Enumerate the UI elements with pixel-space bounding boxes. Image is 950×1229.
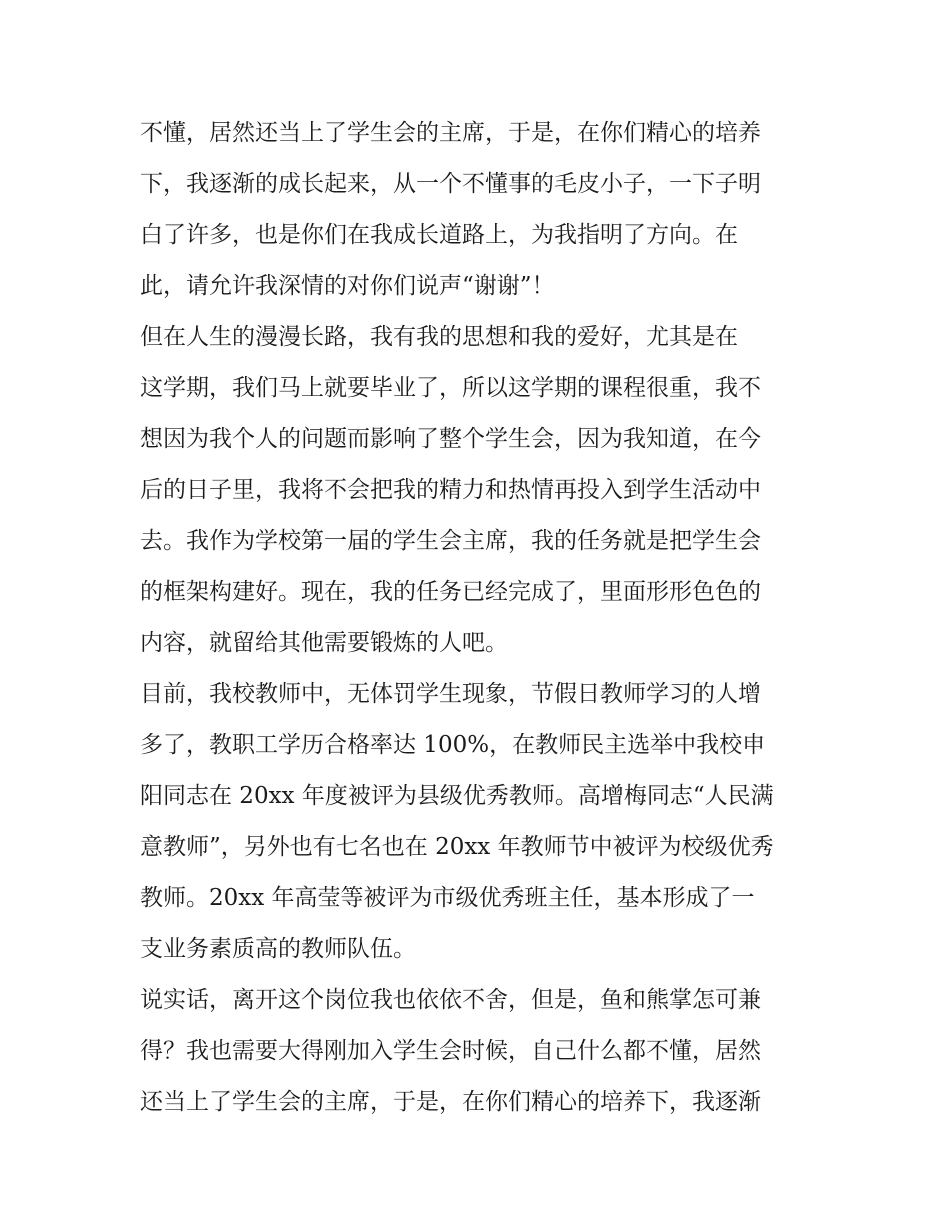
text-line: 意教师”，另外也有七名也在 20xx 年教师节中被评为校级优秀	[140, 834, 774, 860]
text-line: 多了，教职工学历合格率达 100%，在教师民主选举中我校申	[140, 732, 766, 758]
text-line: 想因为我个人的问题而影响了整个学生会，因为我知道，在今	[140, 426, 761, 452]
text-line: 支业务素质高的教师队伍。	[140, 936, 416, 962]
text-line: 说实话，离开这个岗位我也依依不舍，但是，鱼和熊掌怎可兼	[140, 987, 761, 1013]
text-line: 不懂，居然还当上了学生会的主席，于是，在你们精心的培养	[140, 120, 761, 146]
text-line: 下，我逐渐的成长起来，从一个不懂事的毛皮小子，一下子明	[140, 171, 761, 197]
text-line: 内容，就留给其他需要锻炼的人吧。	[140, 630, 508, 656]
text-line: 但在人生的漫漫长路，我有我的思想和我的爱好，尤其是在	[140, 324, 738, 350]
text-line: 目前，我校教师中，无体罚学生现象，节假日教师学习的人增	[140, 681, 761, 707]
text-line: 后的日子里，我将不会把我的精力和热情再投入到学生活动中	[140, 477, 761, 503]
text-line: 去。我作为学校第一届的学生会主席，我的任务就是把学生会	[140, 528, 761, 554]
text-line: 教师。20xx 年高莹等被评为市级优秀班主任，基本形成了一	[140, 885, 755, 911]
text-line: 阳同志在 20xx 年度被评为县级优秀教师。高增梅同志“人民满	[140, 783, 774, 809]
text-line: 白了许多，也是你们在我成长道路上，为我指明了方向。在	[140, 222, 738, 248]
text-line: 得？我也需要大得刚加入学生会时候，自己什么都不懂，居然	[140, 1038, 761, 1064]
text-line: 还当上了学生会的主席，于是，在你们精心的培养下，我逐渐	[140, 1089, 761, 1115]
text-line: 的框架构建好。现在，我的任务已经完成了，里面形形色色的	[140, 579, 761, 605]
text-line: 此，请允许我深情的对你们说声“谢谢”！	[140, 273, 555, 299]
text-line: 这学期，我们马上就要毕业了，所以这学期的课程很重，我不	[140, 375, 761, 401]
body-text	[140, 108, 820, 1128]
